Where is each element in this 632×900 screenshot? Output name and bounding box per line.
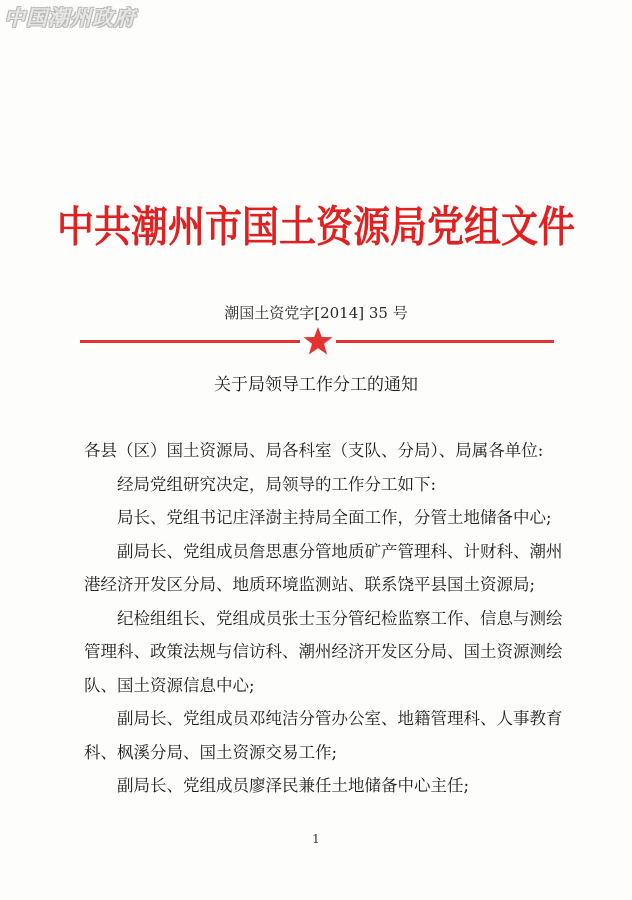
red-star-icon (302, 326, 334, 356)
document-number: 潮国土资党字[2014] 35 号 (224, 304, 408, 322)
body-paragraph: 副局长、党组成员邓纯洁分管办公室、地籍管理科、人事教育科、枫溪分局、国土资源交易工作; (84, 709, 563, 762)
body-paragraph: 副局长、党组成员廖泽民兼任土地储备中心主任; (117, 776, 470, 795)
addressee-line: 各县（区）国土资源局、局各科室（支队、分局）、局属各单位: (84, 441, 544, 460)
body-paragraph: 局长、党组书记庄泽澍主持局全面工作，分管土地储备中心; (117, 508, 552, 527)
document-title: 中共潮州市国土资源局党组文件 (57, 201, 575, 252)
red-divider-right (336, 340, 554, 343)
watermark-logo: 中国潮州政府 (4, 5, 136, 30)
body-paragraph: 经局党组研究决定，局领导的工作分工如下: (117, 474, 437, 494)
page-number: 1 (312, 832, 320, 846)
notice-subject: 关于局领导工作分工的通知 (214, 375, 418, 395)
red-divider-left (80, 340, 300, 343)
body-paragraph: 纪检组组长、党组成员张士玉分管纪检监察工作、信息与测绘管理科、政策法规与信访科、潮州经济开发区分局、国土资源测绘队、国土资源信息中心; (84, 608, 563, 695)
body-paragraph: 副局长、党组成员詹思惠分管地质矿产管理科、计财科、潮州港经济开发区分局、地质环境监测站、联系饶平县国土资源局; (84, 541, 563, 594)
notice-body (84, 434, 568, 803)
